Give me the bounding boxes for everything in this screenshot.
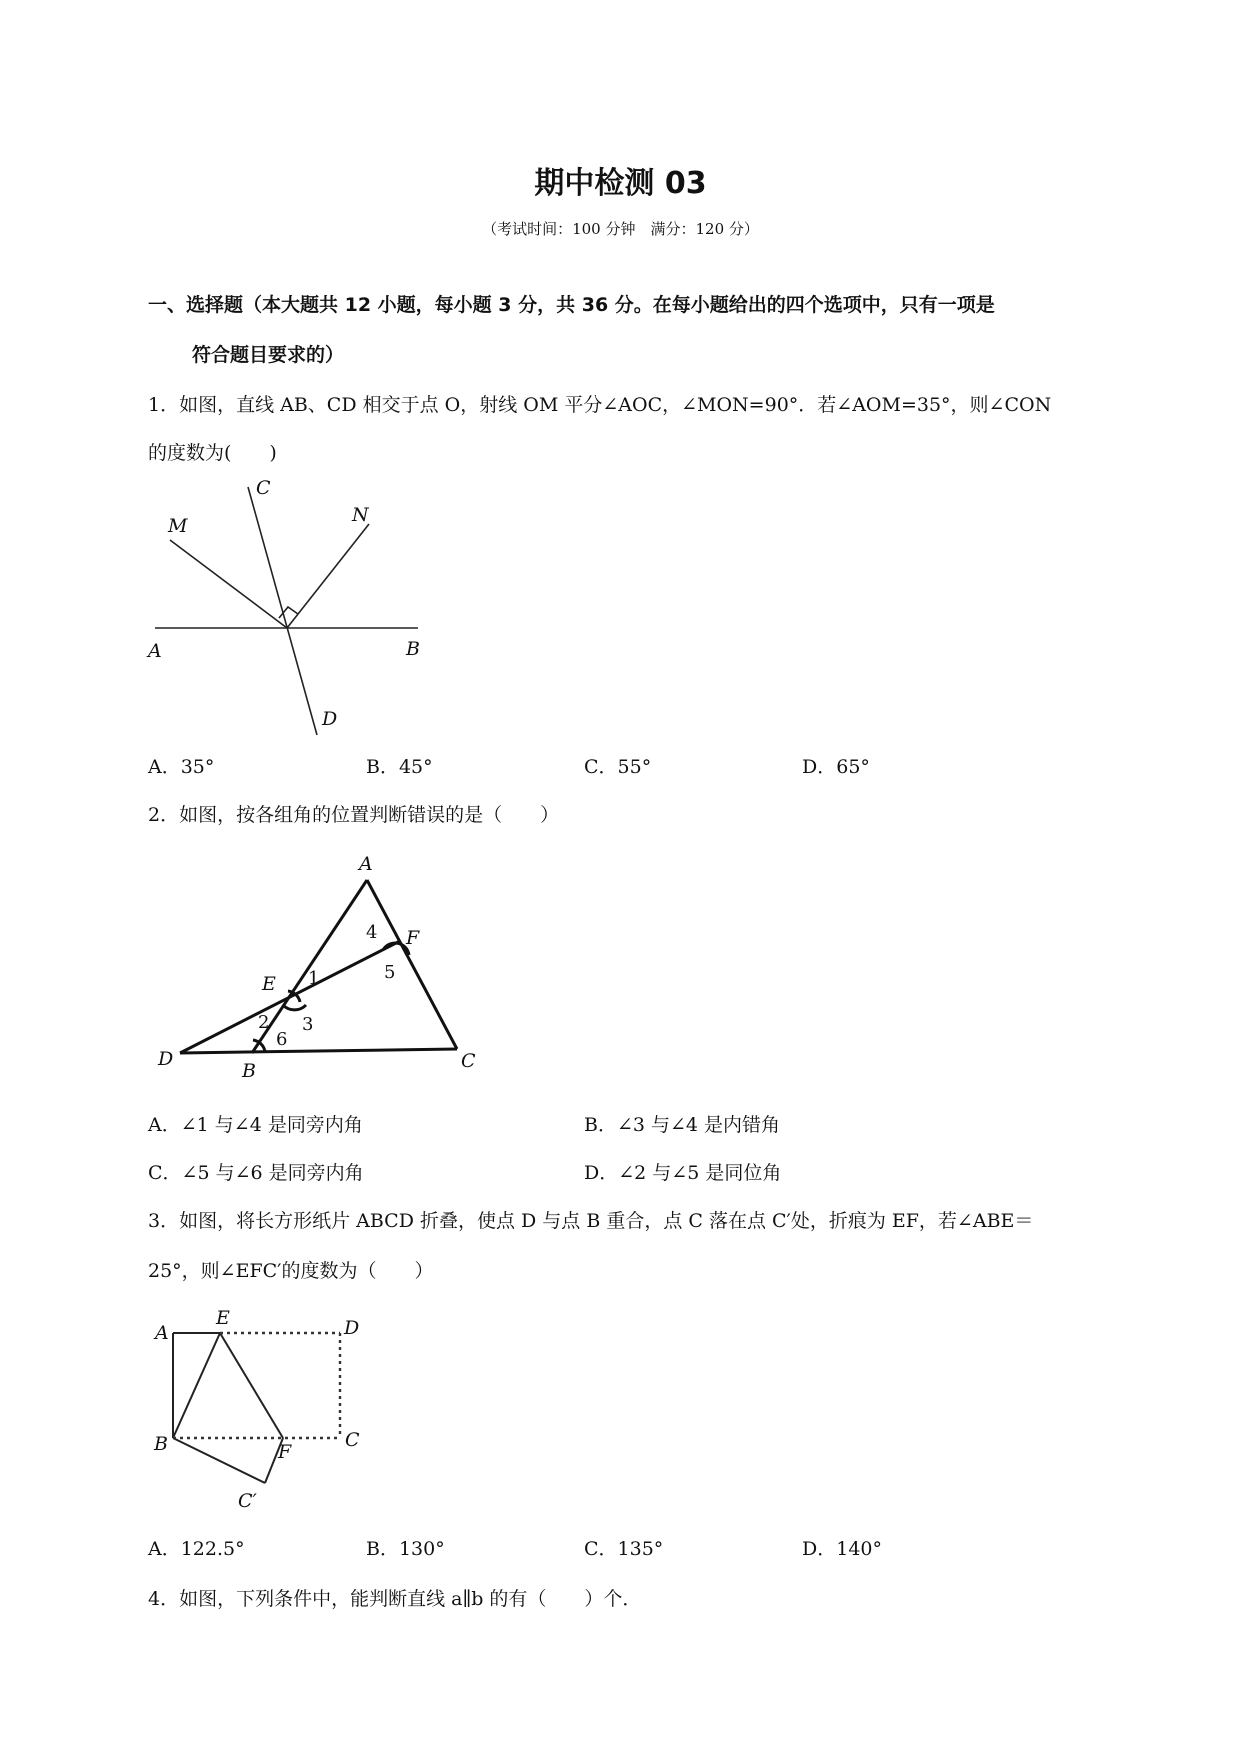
label-A: A	[359, 853, 373, 875]
label-C-prime: C′	[238, 1490, 257, 1512]
exam-info: （考试时间：100 分钟 满分：120 分）	[482, 220, 759, 238]
q3-option-b[interactable]: B．130°	[366, 1538, 445, 1560]
question-2-text: 2．如图，按各组角的位置判断错误的是（ ）	[148, 804, 560, 826]
q1-option-d[interactable]: D．65°	[802, 756, 870, 778]
label-C: C	[256, 477, 271, 499]
label-B: B	[242, 1060, 256, 1082]
label-C: C	[461, 1050, 476, 1072]
label-D: D	[344, 1317, 360, 1339]
question-3-text: 3．如图，将长方形纸片 ABCD 折叠，使点 D 与点 B 重合，点 C 落在点 C′处，折痕为 EF，若∠ABE＝	[148, 1210, 1034, 1232]
page-title: 期中检测 03	[534, 166, 707, 201]
label-B: B	[154, 1433, 168, 1455]
section-heading-cont: 符合题目要求的）	[192, 344, 345, 366]
label-F: F	[278, 1441, 292, 1463]
question-3-text-cont: 25°，则∠EFC′的度数为（ ）	[148, 1260, 434, 1282]
q2-option-b[interactable]: B．∠3 与∠4 是内错角	[584, 1114, 781, 1136]
q1-option-c[interactable]: C．55°	[584, 756, 652, 778]
question-1-text-cont: 的度数为( )	[148, 442, 277, 464]
label-N: N	[352, 504, 369, 526]
angle-label-2: 2	[258, 1012, 270, 1033]
angle-label-4: 4	[366, 922, 378, 943]
question-4-text: 4．如图，下列条件中，能判断直线 a∥b 的有（ ）个．	[148, 1588, 642, 1610]
label-E: E	[216, 1307, 230, 1329]
question-1-text: 1．如图，直线 AB、CD 相交于点 O，射线 OM 平分∠AOC，∠MON=90°．若∠AOM=35°，则∠CON	[148, 394, 1052, 416]
label-E: E	[262, 973, 276, 995]
label-D: D	[322, 708, 338, 730]
label-A: A	[155, 1322, 169, 1344]
label-B: B	[406, 638, 420, 660]
label-M: M	[168, 515, 188, 537]
q3-option-d[interactable]: D．140°	[802, 1538, 882, 1560]
q3-option-c[interactable]: C．135°	[584, 1538, 664, 1560]
q2-option-a[interactable]: A．∠1 与∠4 是同旁内角	[148, 1114, 363, 1136]
q1-option-b[interactable]: B．45°	[366, 756, 433, 778]
angle-label-5: 5	[384, 962, 396, 983]
angle-label-6: 6	[276, 1029, 288, 1050]
q2-option-c[interactable]: C．∠5 与∠6 是同旁内角	[148, 1162, 364, 1184]
q1-option-a[interactable]: A．35°	[148, 756, 215, 778]
label-D: D	[158, 1048, 174, 1070]
label-A: A	[148, 640, 162, 662]
q2-option-d[interactable]: D．∠2 与∠5 是同位角	[584, 1162, 782, 1184]
angle-label-1: 1	[308, 968, 320, 989]
label-F: F	[406, 927, 420, 949]
section-heading: 一、选择题（本大题共 12 小题，每小题 3 分，共 36 分。在每小题给出的四个选项中，只有一项是	[148, 294, 995, 316]
angle-label-3: 3	[302, 1014, 314, 1035]
label-C: C	[345, 1429, 360, 1451]
q3-option-a[interactable]: A．122.5°	[148, 1538, 245, 1560]
